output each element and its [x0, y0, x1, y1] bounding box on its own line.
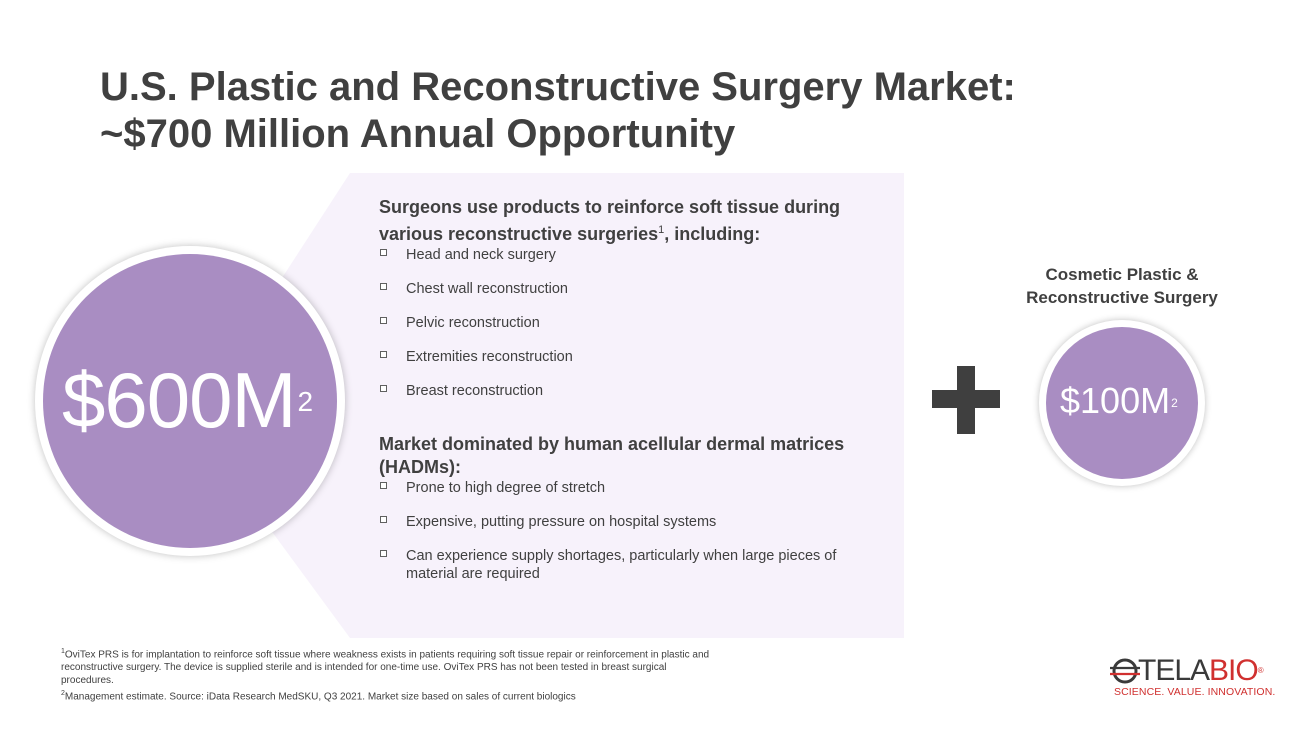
bullet-square-icon: [380, 351, 387, 358]
footnotes: [61, 645, 721, 704]
reconstructive-list: [379, 246, 889, 400]
bullet-square-icon: [380, 249, 387, 256]
bullet-square-icon: [380, 550, 387, 557]
list-item: Can experience supply shortages, particularly when large pieces of material are required: [379, 547, 889, 583]
cosmetic-market-value-text: $100M: [1060, 380, 1171, 421]
main-market-value: [62, 358, 312, 442]
list-item: Head and neck surgery: [379, 246, 889, 264]
footnote-1: $^1$OviTex PRS is for implantation to reinforce soft tissue where weakness exists in patients requiring soft tissue repair or reinforcement in plastic and reconstructive surgery. The device is supplied sterile and is intended for one-time use. OviTex PRS has not been tested in breast surgical procedures.: [61, 648, 710, 687]
reconstructive-footnote-ref: 1: [658, 224, 665, 236]
list-item: Breast reconstruction: [379, 382, 889, 400]
bullet-square-icon: [380, 385, 387, 392]
bullet-square-icon: [380, 516, 387, 523]
market-description: [379, 196, 889, 599]
cosmetic-footnote-ref: 2: [1171, 396, 1178, 410]
title-line-1: U.S. Plastic and Reconstructive Surgery Market:: [100, 65, 1016, 109]
reconstructive-heading: Surgeons use products to reinforce soft tissue during various reconstructive surgeries$^1$, including:: [379, 197, 841, 244]
cosmetic-heading: Cosmetic Plastic & Reconstructive Surgery: [1026, 265, 1218, 307]
logo-target-icon: [1110, 656, 1140, 686]
main-market-footnote-ref: 2: [297, 386, 313, 417]
bullet-square-icon: [380, 317, 387, 324]
list-item: Expensive, putting pressure on hospital systems: [379, 513, 889, 531]
hadm-list: [379, 479, 889, 583]
logo-wordmark: TELABIO®: [1138, 654, 1263, 687]
list-item: Prone to high degree of stretch: [379, 479, 889, 497]
bullet-square-icon: [380, 283, 387, 290]
list-item: Chest wall reconstruction: [379, 280, 889, 298]
logo-tagline: SCIENCE. VALUE. INNOVATION.: [1114, 686, 1276, 698]
plus-icon: [932, 366, 1000, 434]
cosmetic-market-value: [1060, 380, 1178, 422]
list-item: Pelvic reconstruction: [379, 314, 889, 332]
footnote-2: $^2$Management estimate. Source: iData Research MedSKU, Q3 2021. Market size based on sales of current biologics: [61, 690, 576, 703]
list-item: Extremities reconstruction: [379, 348, 889, 366]
page-title: [100, 64, 1250, 158]
bullet-square-icon: [380, 482, 387, 489]
telabio-logo: [1108, 654, 1276, 701]
main-market-value-text: $600M: [62, 356, 296, 444]
hadm-heading: Market dominated by human acellular dermal matrices (HADMs):: [379, 434, 845, 477]
title-line-2: ~$700 Million Annual Opportunity: [100, 112, 736, 156]
